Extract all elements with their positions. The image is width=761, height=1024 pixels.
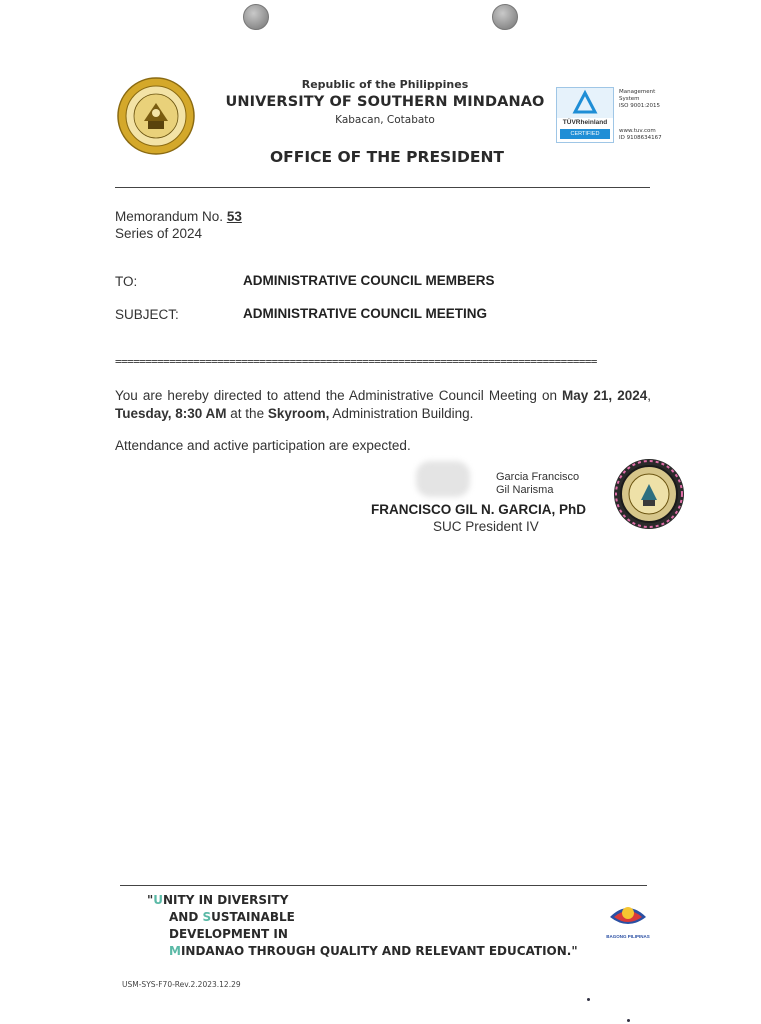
- signatory-title: SUC President IV: [433, 519, 539, 534]
- tuv-certification-mark: [556, 87, 614, 143]
- tuv-system-text: Management System ISO 9001:2015: [619, 89, 661, 109]
- attendance-note: Attendance and active participation are expected.: [115, 438, 411, 453]
- republic-line: Republic of the Philippines: [301, 78, 469, 91]
- digital-signature-seal-icon: [613, 458, 685, 530]
- tuv-triangle-icon: [557, 88, 613, 118]
- university-motto: [147, 892, 578, 960]
- memo-number-line: [115, 208, 242, 225]
- bagong-pilipinas-logo: [606, 897, 650, 931]
- scan-speck-2: [627, 1019, 630, 1022]
- motto-line-4: MINDANAO THROUGH QUALITY AND RELEVANT EDUCATION.": [169, 944, 578, 958]
- tuv-brand: TÜVRheinland: [562, 119, 608, 126]
- motto-line-1: "UNITY IN DIVERSITY: [147, 893, 289, 907]
- bagong-pilipinas-text: BAGONG PILIPINAS: [606, 934, 650, 939]
- subject-label: SUBJECT:: [115, 307, 179, 322]
- memo-number: 53: [226, 209, 242, 224]
- punch-hole-right: [492, 4, 518, 30]
- signature-smudge: [416, 461, 470, 497]
- motto-line-2: AND SUSTAINABLE: [169, 910, 295, 924]
- to-value: ADMINISTRATIVE COUNCIL MEMBERS: [243, 273, 495, 288]
- punch-hole-left: [243, 4, 269, 30]
- university-location: Kabacan, Cotabato: [335, 114, 435, 126]
- university-name: UNIVERSITY OF SOUTHERN MINDANAO: [225, 94, 545, 110]
- header-rule: [115, 187, 650, 188]
- tuv-web-text: www.tuv.com ID 9108634167: [619, 128, 662, 141]
- memo-number-label: Memorandum No.: [115, 209, 224, 224]
- memo-series: Series of 2024: [115, 226, 203, 241]
- scan-speck: [587, 998, 590, 1001]
- to-label: TO:: [115, 274, 138, 289]
- subject-value: ADMINISTRATIVE COUNCIL MEETING: [243, 306, 488, 321]
- tuv-certified-badge: CERTIFIED: [560, 129, 610, 139]
- footer-rule: [120, 885, 647, 886]
- university-seal-logo: [117, 77, 195, 155]
- body-paragraph: You are hereby directed to attend the Administrative Council Meeting on May 21, 2024, Tuesday, 8:30 AM at the Skyroom, Administration Building.: [115, 388, 651, 421]
- signatory-name: FRANCISCO GIL N. GARCIA, PhD: [371, 502, 587, 517]
- motto-line-3: DEVELOPMENT IN: [169, 927, 288, 941]
- separator-line: ================================================================================: [115, 355, 597, 368]
- form-code: USM-SYS-F70-Rev.2.2023.12.29: [122, 980, 241, 989]
- digital-signature-text: Garcia Francisco Gil Narisma: [496, 471, 580, 496]
- office-title: OFFICE OF THE PRESIDENT: [270, 148, 504, 166]
